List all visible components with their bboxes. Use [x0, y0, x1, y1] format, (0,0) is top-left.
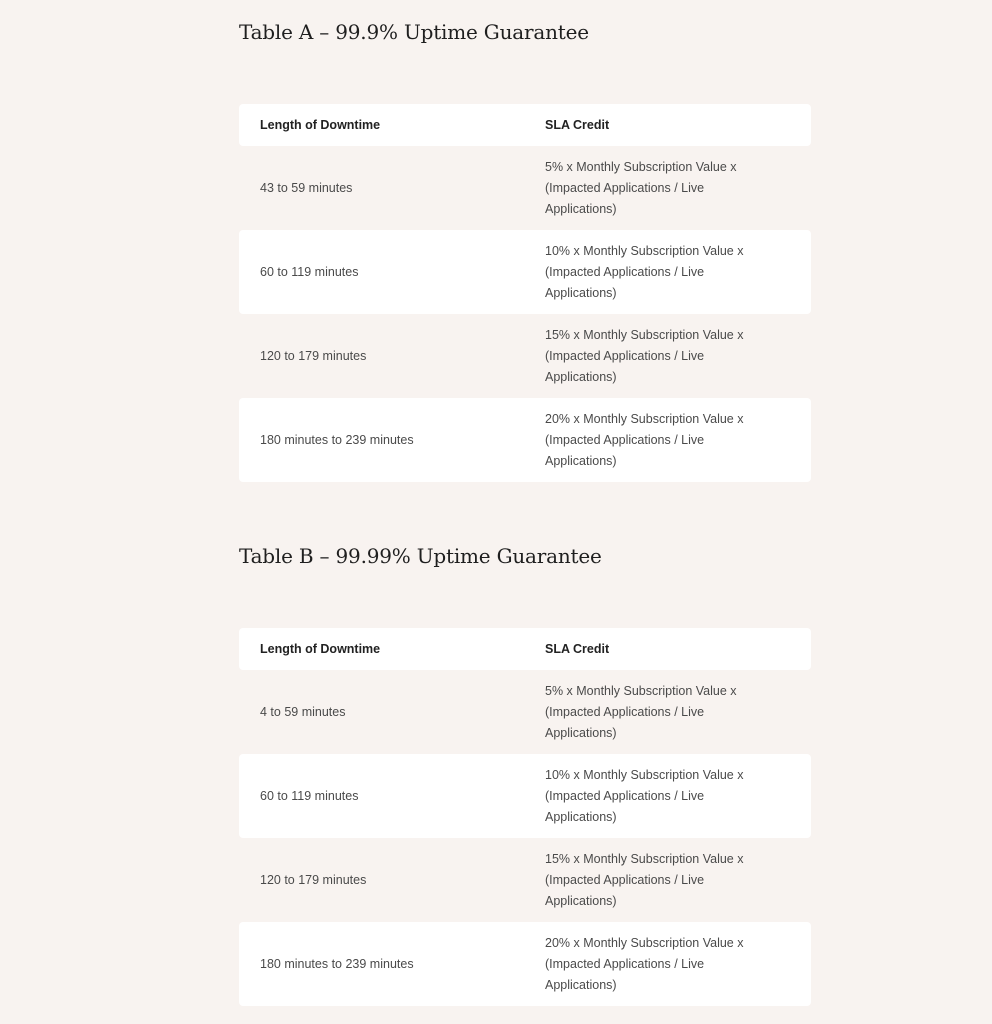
table-b-section [239, 541, 811, 992]
downtime-length: 120 to 179 minutes [260, 872, 367, 887]
table-b-title: Table B – 99.99% Uptime Guarantee [239, 544, 602, 568]
header-length-of-downtime: Length of Downtime [260, 117, 381, 132]
sla-credit: 15% x Monthly Subscription Value x (Impacted Applications / Live Applications) [545, 327, 744, 384]
table-row [239, 314, 811, 398]
downtime-length: 180 minutes to 239 minutes [260, 432, 414, 447]
table-header-row [239, 628, 811, 670]
table-row [239, 670, 811, 754]
downtime-length: 60 to 119 minutes [260, 264, 359, 279]
table-row [239, 230, 811, 314]
table-a [239, 104, 811, 482]
header-sla-credit: SLA Credit [545, 117, 610, 132]
table-row [239, 754, 811, 838]
table-a-title: Table A – 99.9% Uptime Guarantee [239, 20, 589, 44]
downtime-length: 60 to 119 minutes [260, 788, 359, 803]
table-a-section [239, 17, 811, 468]
sla-credit: 5% x Monthly Subscription Value x (Impacted Applications / Live Applications) [545, 159, 737, 216]
table-row [239, 838, 811, 922]
sla-credit: 10% x Monthly Subscription Value x (Impacted Applications / Live Applications) [545, 767, 744, 824]
table-row [239, 146, 811, 230]
sla-credit: 10% x Monthly Subscription Value x (Impacted Applications / Live Applications) [545, 243, 744, 300]
table-header-row [239, 104, 811, 146]
header-sla-credit: SLA Credit [545, 641, 610, 656]
downtime-length: 180 minutes to 239 minutes [260, 956, 414, 971]
sla-credit: 15% x Monthly Subscription Value x (Impacted Applications / Live Applications) [545, 851, 744, 908]
sla-credit: 5% x Monthly Subscription Value x (Impacted Applications / Live Applications) [545, 683, 737, 740]
header-length-of-downtime: Length of Downtime [260, 641, 381, 656]
sla-credit: 20% x Monthly Subscription Value x (Impacted Applications / Live Applications) [545, 935, 744, 992]
downtime-length: 120 to 179 minutes [260, 348, 367, 363]
sla-credit: 20% x Monthly Subscription Value x (Impacted Applications / Live Applications) [545, 411, 744, 468]
table-row [239, 922, 811, 1006]
table-b [239, 628, 811, 1006]
downtime-length: 43 to 59 minutes [260, 180, 353, 195]
downtime-length: 4 to 59 minutes [260, 704, 346, 719]
table-row [239, 398, 811, 482]
